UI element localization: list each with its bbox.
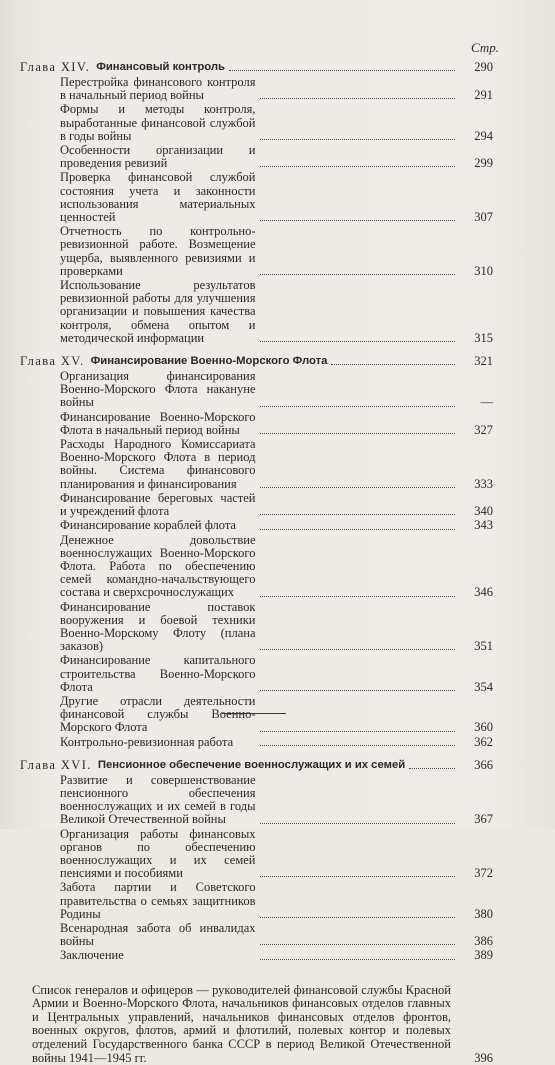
toc-entry[interactable]	[60, 601, 493, 654]
entry-page: 360	[474, 720, 493, 735]
entry-title: Развитие и совершенствование пенсионного обеспечения военнослужащих и их семей в годы Великой Отечественной войны	[60, 772, 256, 827]
toc-entry[interactable]	[60, 534, 493, 600]
entry-page: 315	[474, 330, 493, 345]
entry-title: Организация финансирования Военно-Морского Флота накануне войны	[60, 369, 256, 410]
chapter-heading[interactable]	[20, 60, 493, 75]
toc-entry[interactable]	[60, 828, 493, 881]
dot-leader	[260, 745, 456, 746]
dot-leader	[260, 596, 456, 597]
toc-entry[interactable]	[60, 654, 493, 694]
dot-leader	[229, 70, 455, 71]
chapter-page: 321	[474, 354, 493, 369]
dot-leader	[260, 959, 456, 960]
dot-leader	[260, 529, 456, 530]
dot-leader	[331, 364, 455, 365]
entry-page: 340	[474, 504, 493, 519]
appendix-text: Список генералов и офицеров — руководителей финансовой службы Красной Армии и Военно-Морского Флота, начальников финансовых отделов главных и Центральных управлений, начальников финансовых отделов фронтов, военных округов, флотов, армий и флотилий, полевых контор и полевых отделений Государственного банка СССР в период Великой Отечественной войны 1941—1945 гг.	[32, 982, 451, 1065]
toc-entry[interactable]	[60, 144, 493, 170]
dot-leader	[260, 876, 456, 877]
entry-page: 362	[474, 734, 493, 749]
entry-title: Особенности организации и проведения ревизий	[60, 143, 256, 171]
chapter-gap	[20, 346, 493, 352]
entry-page: 333	[474, 476, 493, 491]
entry-title: Финансирование кораблей флота	[60, 518, 236, 533]
chapter-number: Глава XVI.	[20, 757, 92, 772]
entry-page: 367	[474, 812, 493, 827]
entry-title: Формы и методы контроля, выработанные финансовой службой в годы войны	[60, 102, 256, 143]
entry-page: 299	[474, 156, 493, 171]
dot-leader	[260, 406, 456, 407]
entry-page: —	[480, 395, 493, 410]
dot-leader	[260, 220, 456, 221]
dot-leader	[260, 166, 456, 167]
toc-entry[interactable]	[60, 881, 493, 921]
chapter-page: 290	[474, 60, 493, 74]
toc-entry[interactable]	[60, 695, 493, 735]
toc-entry[interactable]	[60, 519, 493, 532]
dot-leader	[260, 944, 456, 945]
chapter-number: Глава XV.	[20, 354, 85, 369]
chapter-entries	[20, 774, 493, 963]
table-of-contents	[20, 60, 493, 970]
dot-leader	[260, 649, 456, 650]
appendix-entry[interactable]	[20, 984, 493, 1065]
toc-entry[interactable]	[60, 171, 493, 224]
entry-title: Денежное довольствие военнослужащих Военно-Морского Флота. Работа по обеспечению семей командно-начальствующего состава и сверхсрочнослужащих	[60, 532, 256, 600]
dot-leader	[260, 98, 456, 99]
entry-page: 291	[474, 88, 493, 103]
chapter-heading[interactable]	[20, 354, 493, 369]
chapter-gap	[20, 750, 493, 756]
dot-leader	[260, 917, 456, 918]
entry-title: Использование результатов ревизионной работы для улучшения организации и повышения качества контроля, обмена опытом и методической информации	[60, 278, 256, 345]
entry-page: 386	[474, 934, 493, 949]
dot-leader	[260, 341, 456, 342]
entry-title: Отчетность по контрольно-ревизионной работе. Возмещение ущерба, выявленного ревизиями и проверками	[60, 224, 256, 278]
entry-page: 380	[474, 906, 493, 921]
entry-title: Финансирование капитального строительства Военно-Морского Флота	[60, 653, 256, 694]
entry-page: 351	[474, 639, 493, 654]
entry-title: Проверка финансовой службой состояния учета и законности использования материальных ценностей	[60, 170, 256, 225]
entry-page: 346	[474, 585, 493, 600]
dot-leader	[409, 768, 455, 769]
entry-page: 372	[474, 866, 493, 881]
toc-entry[interactable]	[60, 225, 493, 278]
dot-leader	[260, 139, 456, 140]
entry-title: Контрольно-ревизионная работа	[60, 734, 234, 749]
dot-leader	[260, 433, 456, 434]
toc-entry[interactable]	[60, 411, 493, 437]
toc-entry[interactable]	[60, 949, 493, 962]
entry-title: Финансирование Военно-Морского Флота в начальный период войны	[60, 409, 256, 437]
entry-title: Другие отрасли деятельности финансовой службы Военно-Морского Флота	[60, 693, 256, 735]
chapter-page: 366	[474, 757, 493, 772]
toc-entry[interactable]	[60, 103, 493, 143]
entry-page: 389	[474, 948, 493, 963]
entry-title: Всенародная забота об инвалидах войны	[60, 920, 256, 949]
entry-title: Перестройка финансового контроля в начальный период войны	[60, 75, 256, 103]
chapter-entries	[20, 76, 493, 345]
dot-leader	[260, 487, 456, 488]
toc-entry[interactable]	[60, 774, 493, 827]
dot-leader	[260, 731, 456, 732]
chapter-number: Глава XIV.	[20, 60, 91, 74]
dot-leader	[260, 514, 456, 515]
closing-rule	[222, 713, 286, 714]
toc-entry[interactable]	[60, 76, 493, 102]
entry-title: Финансирование поставок вооружения и боевой техники Военно-Морскому Флоту (плана заказов)	[60, 599, 256, 654]
chapter-entries	[20, 370, 493, 749]
chapter-heading[interactable]	[20, 758, 493, 773]
page-column-header: Стр.	[471, 40, 499, 55]
toc-entry[interactable]	[60, 438, 493, 491]
toc-entry[interactable]	[60, 922, 493, 948]
entry-title: Заключение	[60, 948, 124, 963]
toc-entry[interactable]	[60, 736, 493, 749]
dot-leader	[260, 690, 456, 691]
toc-entry[interactable]	[60, 279, 493, 345]
entry-page: 354	[474, 679, 493, 694]
dot-leader	[260, 274, 456, 275]
appendix-page: 396	[474, 1050, 493, 1065]
dot-leader	[260, 823, 456, 824]
entry-page: 294	[474, 128, 493, 143]
chapter-gap	[20, 964, 493, 970]
toc-entry[interactable]	[60, 492, 493, 518]
entry-page: 327	[474, 422, 493, 437]
entry-title: Забота партии и Советского правительства о семьях защитников Родины	[60, 880, 256, 921]
entry-title: Финансирование береговых частей и учреждений флота	[60, 490, 256, 519]
entry-title: Расходы Народного Комиссариата Военно-Морского Флота в период войны. Система финансового планирования и финансирования	[60, 437, 256, 491]
entry-page: 307	[474, 210, 493, 225]
chapter-title: Финансовый контроль	[96, 61, 225, 73]
entry-page: 310	[474, 263, 493, 278]
toc-entry[interactable]	[60, 370, 493, 410]
chapter-title: Пенсионное обеспечение военнослужащих и их семей	[97, 758, 406, 771]
entry-title: Организация работы финансовых органов по обеспечению военнослужащих и их семей пенсиями и пособиями	[60, 826, 256, 881]
chapter-title: Финансирование Военно-Морского Флота	[90, 355, 328, 368]
entry-page: 343	[474, 518, 493, 533]
